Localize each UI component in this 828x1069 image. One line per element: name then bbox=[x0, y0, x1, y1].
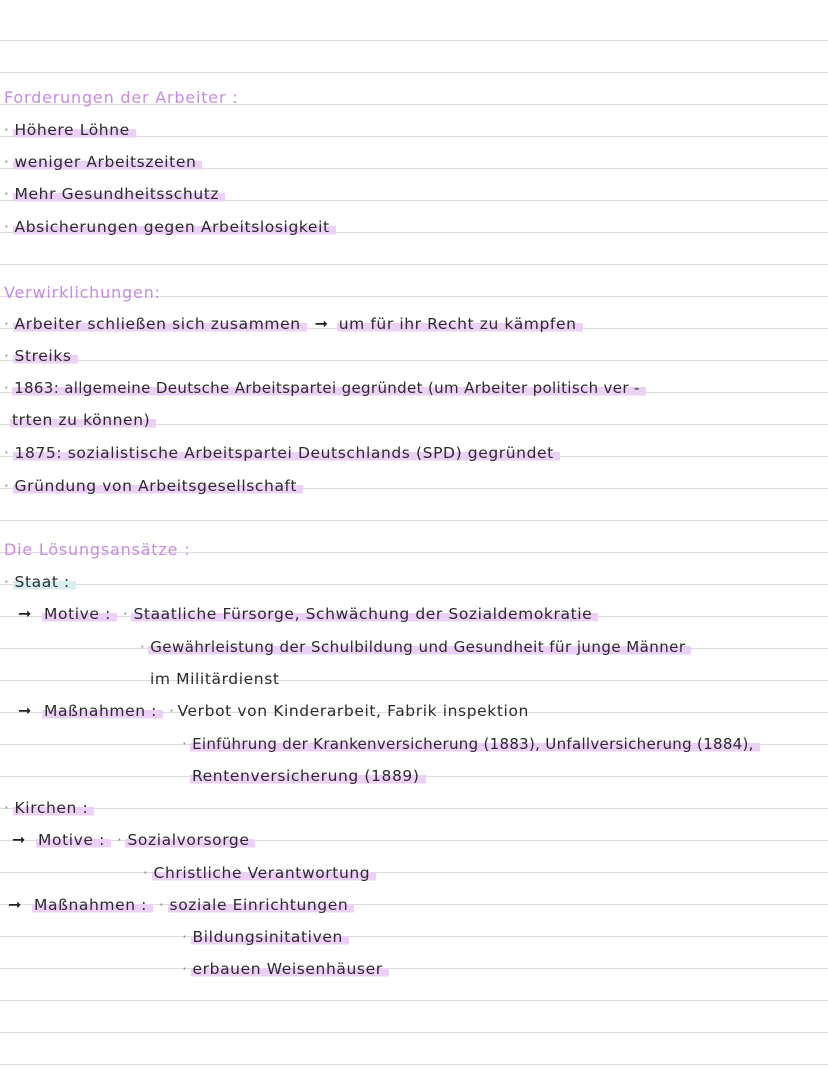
section-heading-loesungsansaetze: Die Lösungsansätze : bbox=[4, 540, 191, 559]
list-item-text: erbauen Weisenhäuser bbox=[191, 960, 389, 978]
arrow-right-icon: ➞ bbox=[8, 895, 23, 914]
list-item-text: Gewährleistung der Schulbildung und Gesundheit für junge Männer bbox=[148, 638, 691, 656]
list-item-text: Christliche Verantwortung bbox=[152, 864, 377, 882]
list-item bbox=[4, 443, 560, 463]
bullet-dot: · bbox=[182, 960, 188, 978]
massnahmen-label: Maßnahmen : bbox=[32, 896, 153, 914]
bullet-dot: · bbox=[4, 573, 10, 591]
list-item-text: 1875: sozialistische Arbeitspartei Deutschlands (SPD) gegründet bbox=[13, 444, 560, 462]
list-item-text: Absicherungen gegen Arbeitslosigkeit bbox=[13, 218, 336, 236]
list-item-continuation bbox=[190, 766, 426, 786]
bullet-dot: · bbox=[182, 735, 188, 753]
list-item-continuation bbox=[150, 669, 280, 689]
list-item bbox=[4, 120, 136, 140]
list-item-text: Staatliche Fürsorge, Schwächung der Sozialdemokratie bbox=[131, 605, 598, 623]
list-item-text: um für ihr Recht zu kämpfen bbox=[337, 315, 583, 333]
bullet-dot: · bbox=[4, 315, 10, 333]
massnahmen-label: Maßnahmen : bbox=[42, 702, 163, 720]
arrow-right-icon: ➞ bbox=[12, 830, 27, 849]
list-item bbox=[4, 217, 336, 237]
list-item bbox=[143, 863, 376, 883]
list-item-text: Arbeiter schließen sich zusammen bbox=[13, 315, 307, 333]
kirchen-motive-row bbox=[12, 830, 255, 850]
bullet-dot: · bbox=[182, 928, 188, 946]
bullet-dot: · bbox=[4, 477, 10, 495]
bullet-dot: · bbox=[4, 218, 10, 236]
bullet-dot: · bbox=[116, 831, 123, 849]
subheading-text: Staat : bbox=[13, 573, 76, 591]
bullet-dot: · bbox=[122, 605, 129, 623]
list-item-text: 1863: allgemeine Deutsche Arbeitspartei gegründet (um Arbeiter politisch ver - bbox=[12, 379, 646, 397]
subheading-text: Kirchen : bbox=[13, 799, 95, 817]
list-item-text: im Militärdienst bbox=[150, 670, 280, 688]
list-item bbox=[4, 184, 225, 204]
subheading-staat bbox=[4, 572, 76, 592]
bullet-dot: · bbox=[140, 638, 146, 656]
list-item-text: Bildungsinitativen bbox=[191, 928, 349, 946]
section-heading-verwirklichungen: Verwirklichungen: bbox=[4, 283, 161, 302]
list-item bbox=[182, 734, 760, 754]
motive-label: Motive : bbox=[36, 831, 111, 849]
list-item-text: weniger Arbeitszeiten bbox=[13, 153, 203, 171]
section-heading-forderungen: Forderungen der Arbeiter : bbox=[4, 88, 239, 107]
list-item bbox=[182, 959, 389, 979]
bullet-dot: · bbox=[4, 799, 10, 817]
bullet-dot: · bbox=[143, 864, 149, 882]
kirchen-massnahmen-row bbox=[8, 895, 354, 915]
list-item-text: soziale Einrichtungen bbox=[168, 896, 355, 914]
list-item bbox=[4, 476, 303, 496]
list-item-continuation bbox=[10, 410, 156, 430]
list-item-text: Sozialvorsorge bbox=[125, 831, 255, 849]
list-item bbox=[4, 152, 202, 172]
staat-massnahmen-row bbox=[18, 701, 529, 721]
list-item-text: Einführung der Krankenversicherung (1883), Unfallversicherung (1884), bbox=[190, 735, 760, 753]
arrow-right-icon: ➞ bbox=[18, 701, 33, 720]
bullet-dot: · bbox=[4, 347, 10, 365]
arrow-right-icon: ➞ bbox=[18, 604, 33, 623]
motive-label: Motive : bbox=[42, 605, 117, 623]
list-item-text: Gründung von Arbeitsgesellschaft bbox=[13, 477, 303, 495]
list-item bbox=[4, 346, 78, 366]
list-item bbox=[140, 637, 691, 657]
arrow-right-icon: ➞ bbox=[314, 314, 329, 333]
list-item-text: trten zu können) bbox=[10, 411, 156, 429]
list-item bbox=[182, 927, 349, 947]
bullet-dot: · bbox=[4, 444, 10, 462]
bullet-dot: · bbox=[4, 153, 10, 171]
bullet-dot: · bbox=[4, 185, 10, 203]
list-item-text: Streiks bbox=[13, 347, 78, 365]
list-item-text: Mehr Gesundheitsschutz bbox=[13, 185, 226, 203]
bullet-dot: · bbox=[4, 121, 10, 139]
subheading-kirchen bbox=[4, 798, 94, 818]
list-item-text: Rentenversicherung (1889) bbox=[190, 767, 426, 785]
list-item bbox=[4, 314, 583, 334]
list-item-text: Verbot von Kinderarbeit, Fabrik inspektion bbox=[177, 702, 529, 720]
bullet-dot: · bbox=[159, 896, 165, 914]
bullet-dot: · bbox=[169, 702, 175, 720]
list-item-text: Höhere Löhne bbox=[13, 121, 136, 139]
list-item bbox=[4, 378, 646, 398]
staat-motive-row bbox=[18, 604, 598, 624]
bullet-dot: · bbox=[4, 379, 10, 397]
